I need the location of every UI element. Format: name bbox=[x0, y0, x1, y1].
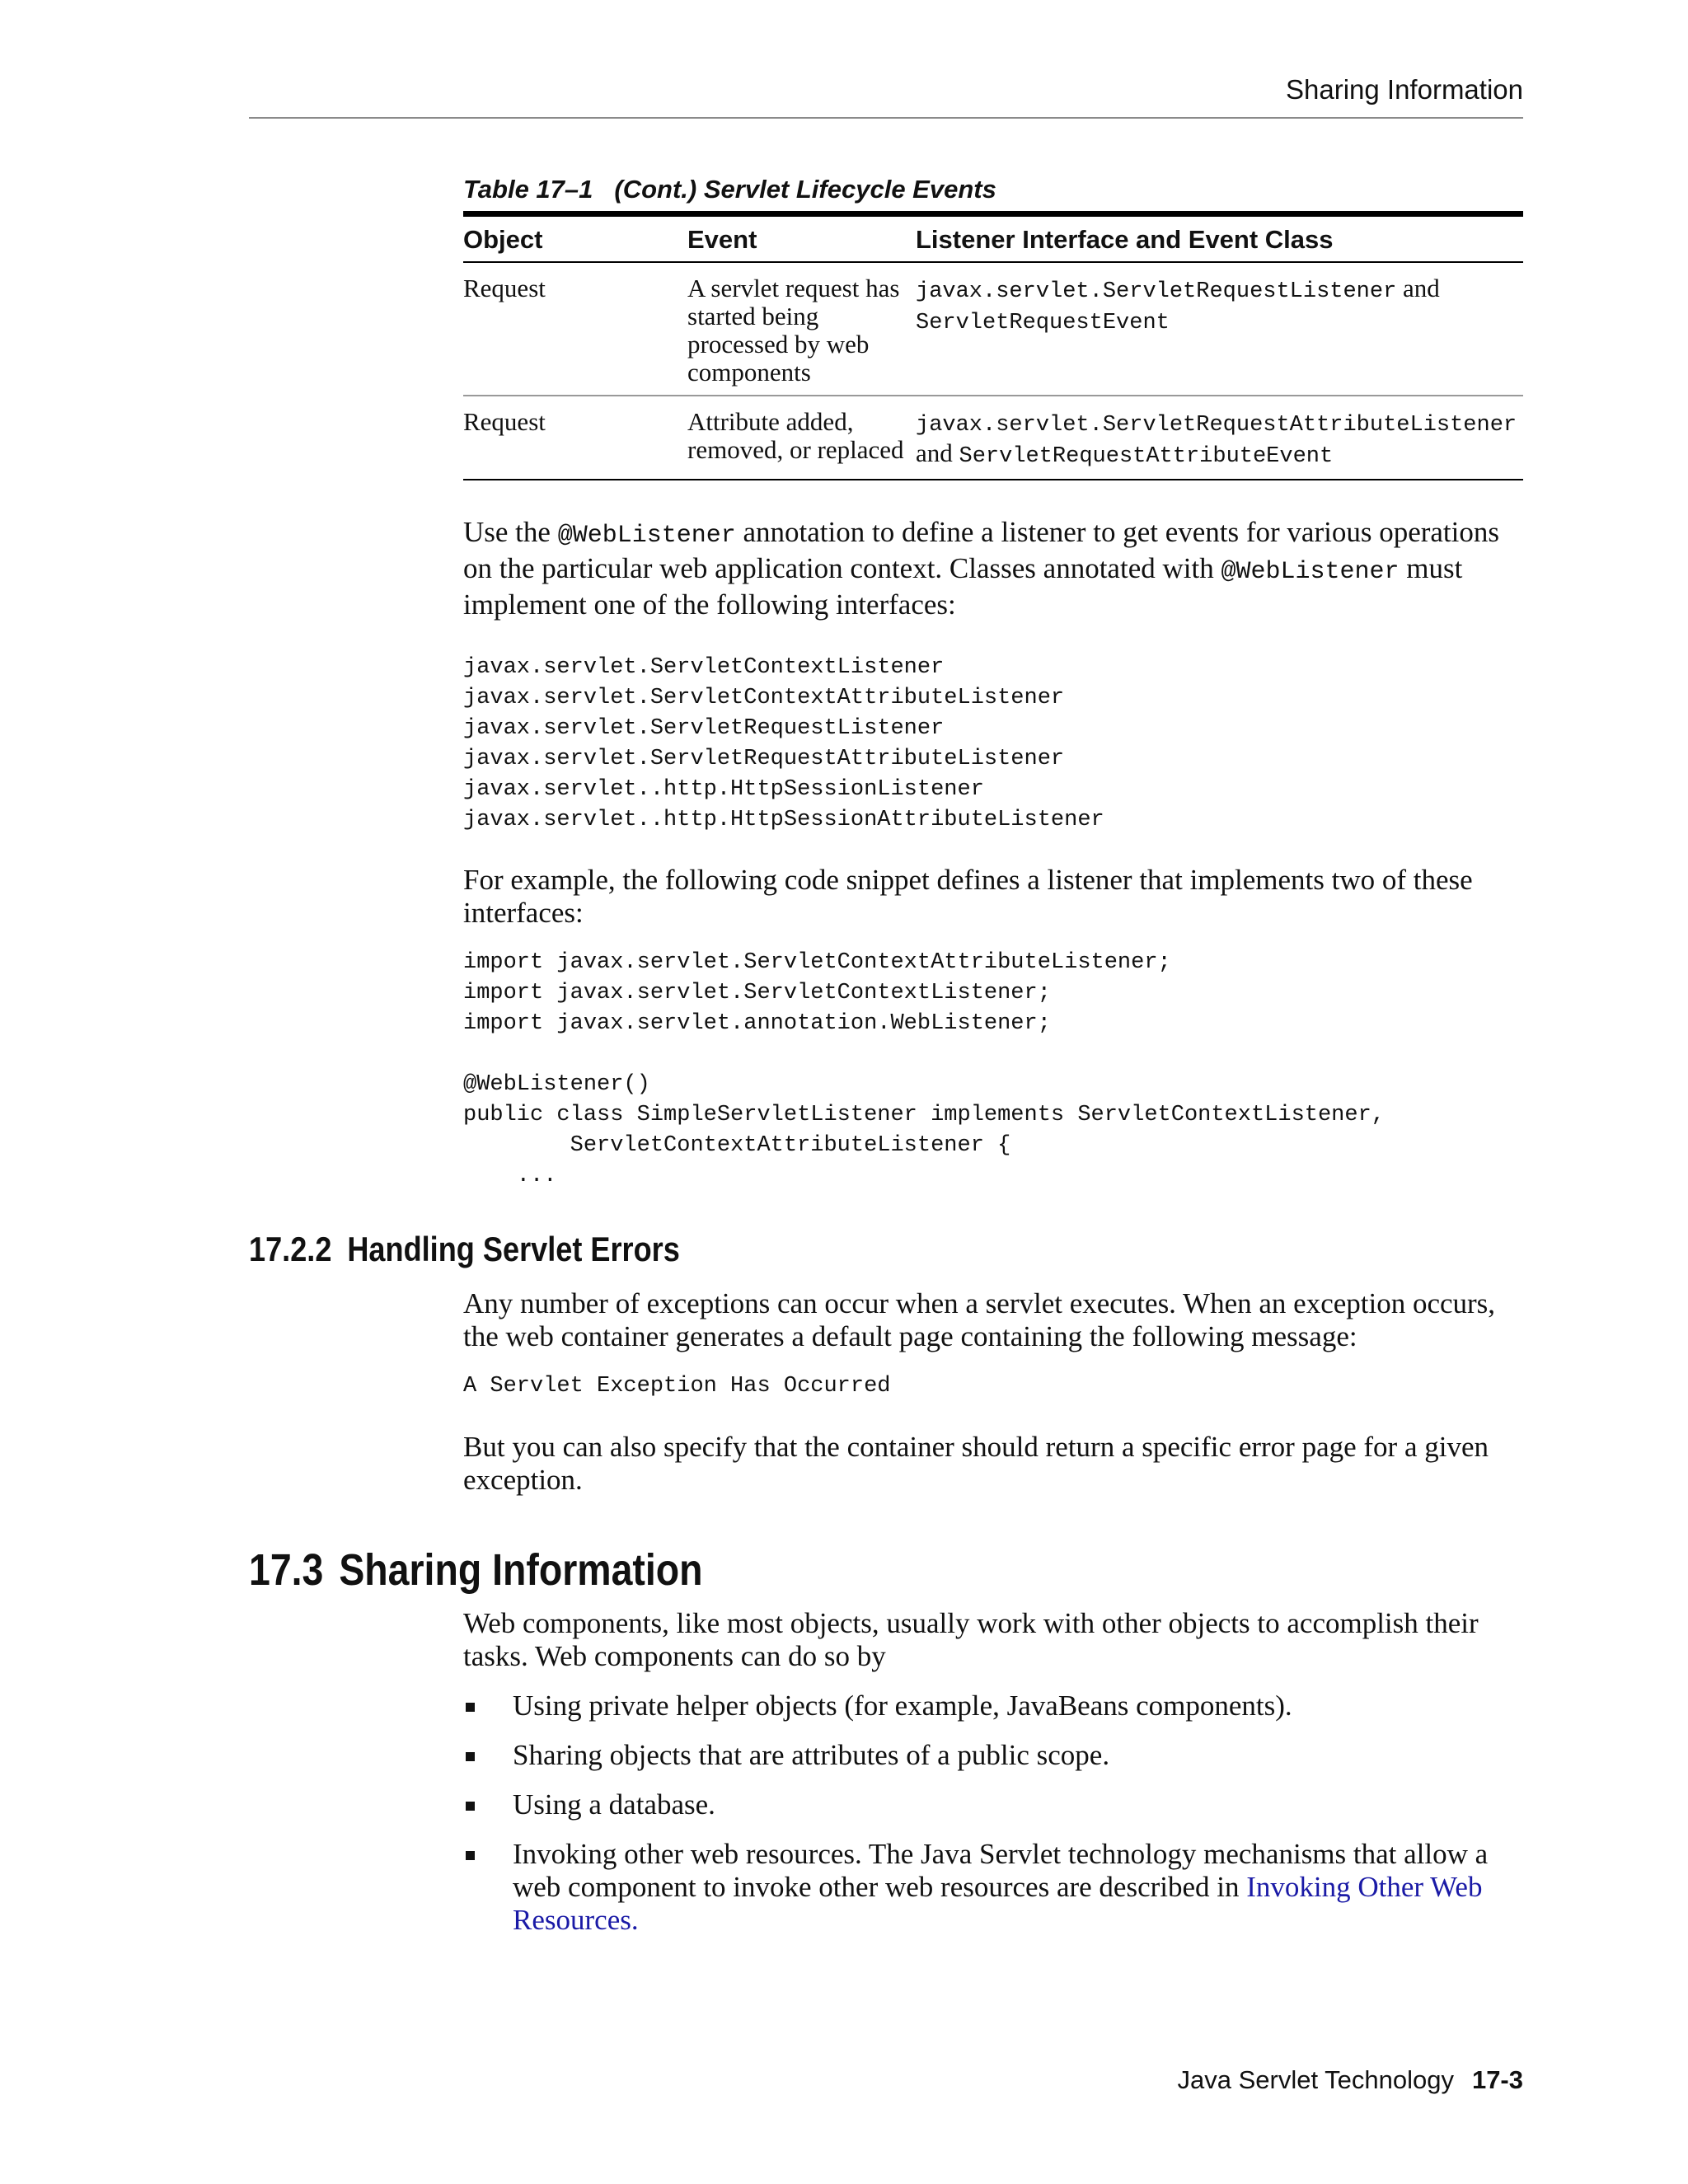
list-item-text: Invoking other web resources. The Java Servlet technology mechanisms that allow a web component to invoke other web resources are described in bbox=[513, 1838, 1489, 1903]
listener-joiner: and bbox=[1403, 274, 1440, 302]
event-class-code: ServletRequestEvent bbox=[916, 311, 1170, 335]
list-item bbox=[463, 1788, 1535, 1821]
section-number: 17.2.2 bbox=[249, 1230, 332, 1268]
invoking-other-web-resources-link[interactable]: Invoking Other Web Resources bbox=[513, 1871, 1483, 1936]
inline-code: @WebListener bbox=[1221, 558, 1400, 586]
bullet-icon bbox=[466, 1703, 475, 1712]
sharing-methods-list bbox=[463, 1690, 1535, 1953]
weblistener-paragraph bbox=[463, 516, 1535, 621]
interfaces-code-block: javax.servlet.ServletContextListener javax.servlet.ServletContextAttributeListener javax.servlet.ServletRequestListener javax.servlet.ServletRequestAttributeListener javax.servlet..http.HttpSessionListener javax.servlet..http.HttpSessionAttributeListener bbox=[463, 655, 1104, 832]
text-run: Use the bbox=[463, 516, 558, 548]
column-header-event: Event bbox=[687, 214, 916, 263]
table-caption-text: (Cont.) Servlet Lifecycle Events bbox=[614, 175, 996, 204]
list-item-text: Using a database. bbox=[513, 1788, 715, 1821]
list-item bbox=[463, 1739, 1535, 1772]
section-title: Handling Servlet Errors bbox=[347, 1230, 680, 1268]
error-message-code: A Servlet Exception Has Occurred bbox=[463, 1374, 891, 1399]
table-caption bbox=[463, 175, 996, 204]
list-item bbox=[463, 1838, 1535, 1937]
cell-event: A servlet request has started being processed by web components bbox=[687, 262, 916, 396]
running-header-title: Sharing Information bbox=[1286, 74, 1523, 105]
link-period: . bbox=[631, 1904, 639, 1936]
column-header-listener: Listener Interface and Event Class bbox=[916, 214, 1523, 263]
errors-paragraph-2: But you can also specify that the container should return a specific error page for a given exception. bbox=[463, 1431, 1489, 1496]
table-header-row bbox=[463, 214, 1523, 263]
list-item-text: Sharing objects that are attributes of a public scope. bbox=[513, 1739, 1110, 1771]
cell-listener bbox=[916, 396, 1523, 480]
inline-code: @WebListener bbox=[557, 522, 736, 550]
cell-event: Attribute added, removed, or replaced bbox=[687, 396, 916, 480]
listener-joiner: and bbox=[916, 438, 953, 467]
example-code-block: import javax.servlet.ServletContextAttributeListener; import javax.servlet.ServletContextListener; import javax.servlet.annotation.WebListener; @WebListener() public class SimpleServletListener implements ServletContextListener, ServletContextAttributeListener { ... bbox=[463, 950, 1385, 1188]
bullet-icon bbox=[466, 1802, 475, 1811]
bullet-icon bbox=[466, 1752, 475, 1761]
errors-paragraph-1: Any number of exceptions can occur when a servlet executes. When an exception occurs, the web container generates a default page containing the following message: bbox=[463, 1287, 1496, 1352]
cell-object: Request bbox=[463, 262, 687, 396]
page-footer bbox=[1177, 2065, 1523, 2095]
list-item bbox=[463, 1690, 1535, 1722]
bullet-icon bbox=[466, 1851, 475, 1860]
listener-interface-code: javax.servlet.ServletRequestAttributeListener bbox=[916, 413, 1517, 438]
section-heading-errors bbox=[249, 1230, 680, 1269]
section-title: Sharing Information bbox=[339, 1545, 703, 1595]
sharing-paragraph: Web components, like most objects, usually work with other objects to accomplish their tasks. Web components can do so by bbox=[463, 1607, 1479, 1672]
cell-object: Request bbox=[463, 396, 687, 480]
cell-listener bbox=[916, 262, 1523, 396]
section-number: 17.3 bbox=[249, 1545, 324, 1595]
column-header-object: Object bbox=[463, 214, 687, 263]
lifecycle-events-table bbox=[463, 211, 1523, 480]
table-number: Table 17–1 bbox=[463, 175, 593, 204]
table-row bbox=[463, 262, 1523, 396]
listener-interface-code: javax.servlet.ServletRequestListener bbox=[916, 279, 1397, 304]
page-number: 17-3 bbox=[1471, 2065, 1523, 2094]
example-intro-paragraph: For example, the following code snippet defines a listener that implements two of these interfaces: bbox=[463, 864, 1473, 929]
running-header bbox=[249, 74, 1523, 119]
text-run: annotation to define a listener to get events for various operations on the particular web application context. Classes annotated with bbox=[463, 516, 1500, 584]
text-run: must implement one of the following interfaces: bbox=[463, 552, 1463, 621]
list-item-text: Using private helper objects (for example, JavaBeans components). bbox=[513, 1690, 1292, 1722]
event-class-code: ServletRequestAttributeEvent bbox=[959, 444, 1334, 469]
section-heading-sharing bbox=[249, 1544, 702, 1596]
table-row bbox=[463, 396, 1523, 480]
footer-book-title: Java Servlet Technology bbox=[1177, 2065, 1454, 2094]
